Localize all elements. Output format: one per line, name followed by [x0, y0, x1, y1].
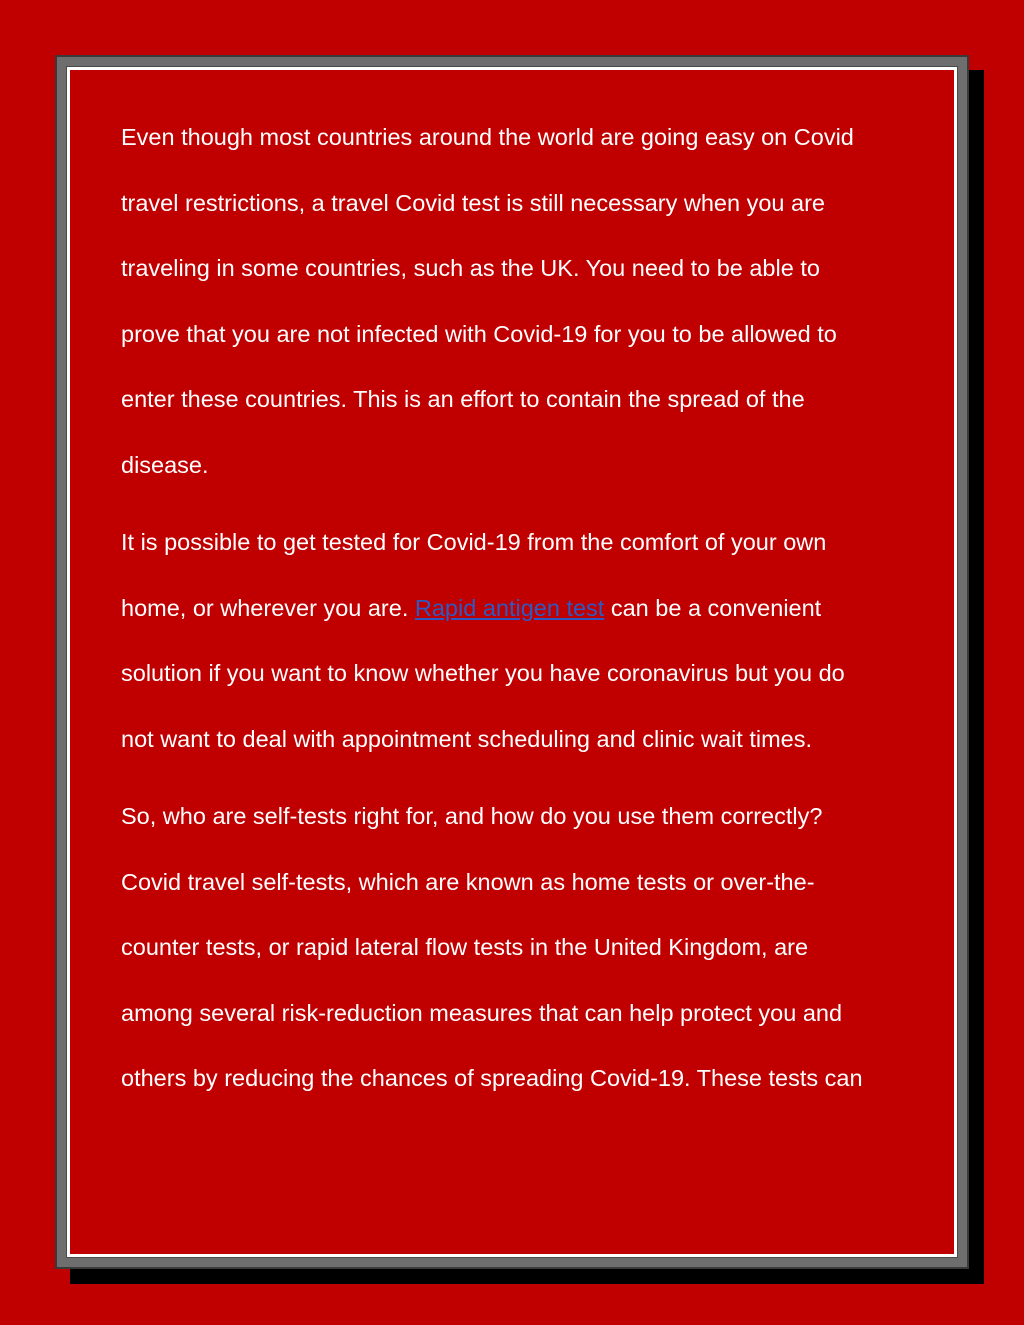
- document-body: [121, 105, 911, 1124]
- paragraph-2: [121, 510, 911, 772]
- text-line: not want to deal with appointment scheduling and clinic wait times.: [121, 725, 813, 752]
- rapid-antigen-test-link[interactable]: Rapid antigen test: [414, 594, 605, 621]
- text-line: traveling in some countries, such as the UK. You need to be able to: [121, 255, 820, 281]
- text-line: Covid travel self-tests, which are known as home tests or over-the-: [121, 868, 815, 895]
- text-line: counter tests, or rapid lateral flow tests in the United Kingdom, are: [121, 934, 809, 960]
- text-line: Even though most countries around the world are going easy on Covid: [121, 124, 854, 150]
- text-line: So, who are self-tests right for, and how do you use them correctly?: [121, 803, 823, 829]
- paragraph-1: [121, 105, 911, 498]
- text-line: solution if you want to know whether you have coronavirus but you do: [121, 660, 845, 686]
- text-line: disease.: [121, 451, 209, 478]
- text-segment: can be a convenient: [604, 594, 822, 621]
- text-segment: home, or wherever you are.: [121, 594, 415, 621]
- text-line: prove that you are not infected with Covid-19 for you to be allowed to: [121, 320, 837, 347]
- text-line: enter these countries. This is an effort to contain the spread of the: [121, 386, 805, 412]
- text-line: It is possible to get tested for Covid-19 from the comfort of your own: [121, 529, 827, 555]
- text-line: others by reducing the chances of spreading Covid-19. These tests can: [121, 1065, 863, 1091]
- text-line: among several risk-reduction measures that can help protect you and: [121, 999, 843, 1026]
- paragraph-3: [121, 784, 911, 1112]
- text-line: travel restrictions, a travel Covid test is still necessary when you are: [121, 189, 825, 216]
- text-line-with-link: [121, 576, 911, 642]
